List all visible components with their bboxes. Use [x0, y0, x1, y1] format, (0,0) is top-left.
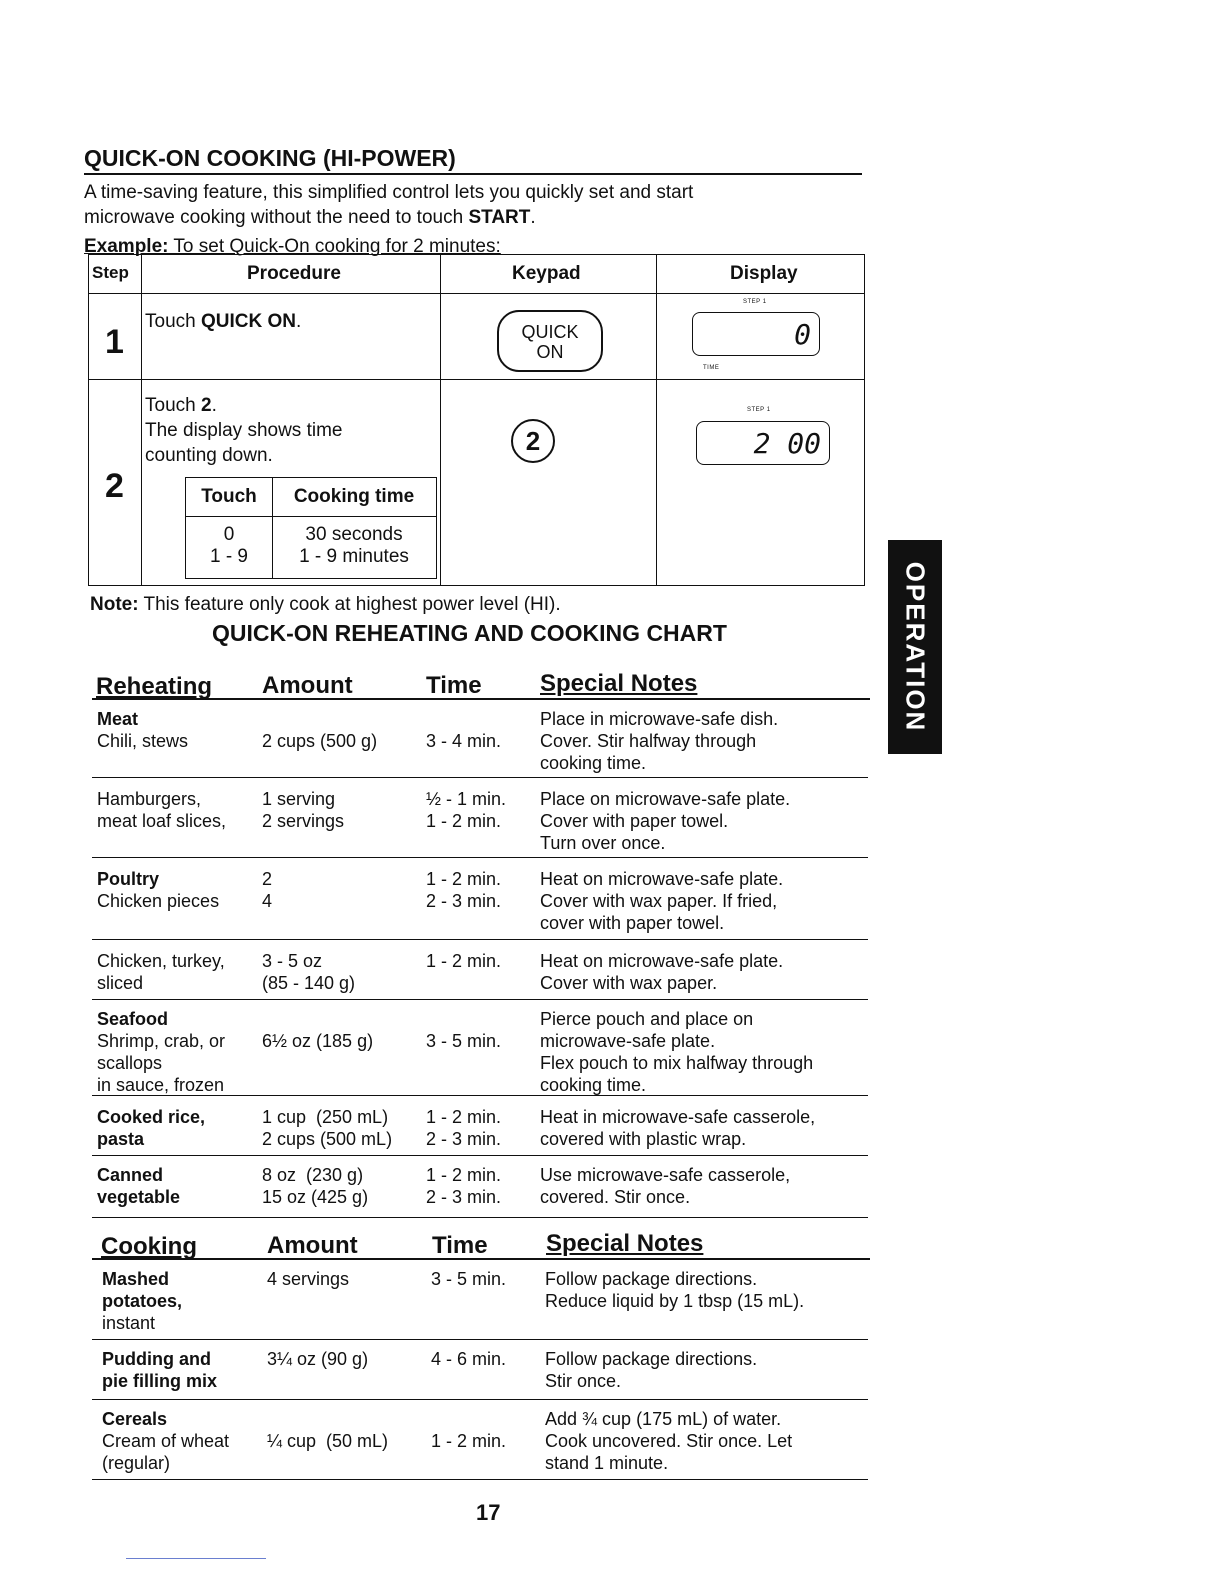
- row-rule: [92, 1217, 868, 1218]
- food-cell: [97, 788, 226, 832]
- step-2-procedure: [145, 393, 342, 468]
- steps-row-rule: [89, 379, 864, 380]
- display-1-step-label: STEP 1: [743, 299, 767, 305]
- steps-divider: [656, 255, 657, 585]
- time-cell: 4 - 6 min.: [431, 1349, 507, 1369]
- note-line: [90, 594, 561, 616]
- step-1-procedure: [145, 309, 301, 334]
- reheating-header-rule: [92, 698, 870, 700]
- mini-touch-1: 1 - 9: [209, 546, 249, 567]
- food-category: Cereals: [102, 1409, 168, 1429]
- chart-row: [92, 1268, 868, 1340]
- notes-cell: Heat on microwave-safe plate. Cover with wax paper.: [540, 951, 784, 993]
- time-cell: 1 - 2 min. 2 - 3 min.: [426, 1107, 502, 1149]
- food-name: instant: [102, 1313, 156, 1333]
- notes-cell: Follow package directions. Stir once.: [545, 1349, 758, 1391]
- steps-header-rule: [89, 293, 864, 294]
- step-2-line-3: counting down.: [145, 445, 273, 466]
- step-2-pre: Touch: [145, 395, 201, 416]
- display-2-lcd: 2 00: [696, 421, 830, 465]
- display-1-time-label: TIME: [703, 365, 720, 371]
- cooking-header-rule: [92, 1258, 870, 1260]
- header-display: Display: [730, 263, 798, 284]
- amount-cell: 8 oz (230 g) 15 oz (425 g): [262, 1165, 369, 1207]
- intro-paragraph: [84, 180, 844, 230]
- step-2-line-2: The display shows time: [145, 420, 343, 441]
- quick-on-key-line2: ON: [536, 342, 564, 362]
- mini-time-0: 30 seconds: [305, 524, 403, 545]
- food-cell: [102, 1348, 217, 1392]
- chart-row: [92, 868, 868, 940]
- header-procedure: Procedure: [247, 263, 341, 284]
- step-2-post: .: [211, 395, 217, 416]
- food-cell: [97, 1106, 205, 1150]
- food-name: Chicken, turkey, sliced: [97, 951, 225, 993]
- time-cell: 3 - 5 min.: [431, 1269, 507, 1289]
- quick-on-key-icon: [497, 310, 603, 372]
- cooking-header-time: Time: [432, 1232, 488, 1259]
- footer-rule: [126, 1558, 266, 1559]
- notes-cell: Heat in microwave-safe casserole, covered with plastic wrap.: [540, 1107, 816, 1149]
- amount-cell: 2 4: [262, 869, 273, 911]
- food-cell: [97, 950, 225, 994]
- cooking-chart: [92, 1230, 868, 1490]
- time-cell: ½ - 1 min. 1 - 2 min.: [426, 789, 507, 831]
- notes-cell: Place in microwave-safe dish. Cover. Stir halfway through cooking time.: [540, 709, 779, 773]
- example-label: Example:: [84, 236, 169, 257]
- chart-row: [92, 1008, 868, 1096]
- food-category: Pudding and pie filling mix: [102, 1349, 218, 1391]
- notes-cell: Place on microwave-safe plate. Cover with paper towel. Turn over once.: [540, 789, 791, 853]
- food-cell: [97, 708, 188, 752]
- food-name: Hamburgers, meat loaf slices,: [97, 789, 227, 831]
- step-1-pre: Touch: [145, 311, 201, 332]
- food-category: Canned vegetable: [97, 1165, 181, 1207]
- row-rule: [92, 857, 868, 858]
- reheating-header-notes: Special Notes: [540, 670, 698, 697]
- chart-row: [92, 950, 868, 1000]
- food-category: Cooked rice, pasta: [97, 1107, 206, 1149]
- amount-cell: 1 serving 2 servings: [262, 789, 345, 831]
- row-rule: [92, 777, 868, 778]
- intro-line-1: A time-saving feature, this simplified control lets you quickly set and start: [84, 182, 694, 203]
- cooking-header-notes: Special Notes: [546, 1230, 704, 1257]
- step-1-number: 1: [105, 323, 124, 361]
- food-name: Chicken pieces: [97, 891, 220, 911]
- food-cell: [102, 1408, 229, 1474]
- food-name: Cream of wheat (regular): [102, 1431, 230, 1473]
- chart-row: [92, 1408, 868, 1480]
- food-cell: [102, 1268, 182, 1334]
- chart-row: [92, 788, 868, 858]
- touch-time-table: [185, 477, 437, 579]
- food-cell: [97, 1008, 225, 1096]
- mini-touch-0: 0: [223, 524, 235, 545]
- step-2-key: 2: [200, 395, 212, 416]
- time-cell: 1 - 2 min. 2 - 3 min.: [426, 869, 502, 911]
- header-step: Step: [92, 263, 129, 282]
- food-category: Seafood: [97, 1009, 169, 1029]
- row-rule: [92, 1399, 868, 1400]
- mini-header-touch: Touch: [201, 486, 257, 507]
- chart-row: [92, 1348, 868, 1400]
- notes-cell: Use microwave-safe casserole, covered. Stir once.: [540, 1165, 791, 1207]
- notes-cell: Pierce pouch and place on microwave-safe plate. Flex pouch to mix halfway through cooking time.: [540, 1009, 814, 1095]
- food-cell: [97, 1164, 180, 1208]
- notes-cell: Add ¾ cup (175 mL) of water. Cook uncovered. Stir once. Let stand 1 minute.: [545, 1409, 793, 1473]
- step-2-number: 2: [105, 467, 124, 505]
- food-name: Chili, stews: [97, 731, 189, 751]
- food-cell: [97, 868, 219, 912]
- chart-row: [92, 708, 868, 778]
- chart-row: [92, 1164, 868, 1218]
- note-text: This feature only cook at highest power level (HI).: [138, 594, 561, 615]
- amount-cell: 1 cup (250 mL) 2 cups (500 mL): [262, 1107, 393, 1149]
- time-cell: 3 - 5 min.: [426, 1031, 502, 1051]
- mini-header-time: Cooking time: [293, 486, 415, 507]
- row-rule: [92, 1339, 868, 1340]
- notes-cell: Follow package directions. Reduce liquid by 1 tbsp (15 mL).: [545, 1269, 805, 1311]
- food-category: Mashed potatoes,: [102, 1269, 183, 1311]
- step-1-key: QUICK ON: [200, 311, 296, 332]
- page-number: 17: [476, 1500, 501, 1525]
- food-category: Meat: [97, 709, 139, 729]
- reheating-header-amount: Amount: [262, 672, 353, 699]
- food-name: Shrimp, crab, or scallops in sauce, frozen: [97, 1031, 226, 1095]
- food-category: Poultry: [97, 869, 160, 889]
- page-title: QUICK-ON COOKING (HI-POWER): [84, 144, 862, 175]
- row-rule: [92, 999, 868, 1000]
- cooking-header-food: Cooking: [101, 1233, 197, 1260]
- cooking-header-amount: Amount: [267, 1232, 358, 1259]
- note-label: Note:: [90, 594, 139, 615]
- steps-table: [88, 254, 865, 586]
- row-rule: [92, 939, 868, 940]
- start-keyword: START: [468, 207, 531, 228]
- amount-cell: 2 cups (500 g): [262, 731, 378, 751]
- time-cell: 3 - 4 min.: [426, 731, 502, 751]
- intro-line-2-end: .: [530, 207, 536, 228]
- steps-divider: [141, 255, 142, 585]
- intro-line-2: microwave cooking without the need to touch: [84, 207, 469, 228]
- amount-cell: 3 - 5 oz (85 - 140 g): [262, 951, 356, 993]
- notes-cell: Heat on microwave-safe plate. Cover with wax paper. If fried, cover with paper towel.: [540, 869, 784, 933]
- time-cell: 1 - 2 min.: [431, 1431, 507, 1451]
- display-2-step-label: STEP 1: [747, 407, 771, 413]
- reheating-chart: [92, 670, 868, 1220]
- row-rule: [92, 1095, 868, 1096]
- amount-cell: 3¼ oz (90 g): [267, 1349, 369, 1369]
- time-cell: 1 - 2 min. 2 - 3 min.: [426, 1165, 502, 1207]
- header-keypad: Keypad: [512, 263, 581, 284]
- row-rule: [92, 1155, 868, 1156]
- steps-divider: [440, 255, 441, 585]
- example-text: To set Quick-On cooking for 2 minutes:: [168, 236, 501, 257]
- reheating-header-food: Reheating: [96, 673, 213, 700]
- mini-time-1: 1 - 9 minutes: [299, 546, 409, 567]
- amount-cell: 4 servings: [267, 1269, 350, 1289]
- row-rule: [92, 1479, 868, 1480]
- quick-on-key-line1: QUICK: [521, 322, 579, 342]
- step-1-post: .: [295, 311, 302, 332]
- mini-header-rule: [186, 516, 436, 517]
- amount-cell: 6½ oz (185 g): [262, 1031, 374, 1051]
- time-cell: 1 - 2 min.: [426, 951, 502, 971]
- operation-side-tab: [888, 540, 942, 754]
- amount-cell: ¼ cup (50 mL): [267, 1431, 389, 1451]
- reheating-header-time: Time: [426, 672, 482, 699]
- number-2-key-icon: 2: [511, 419, 555, 463]
- chart-row: [92, 1106, 868, 1156]
- display-1-lcd: 0: [692, 312, 820, 356]
- side-tab-label: OPERATION: [900, 561, 931, 733]
- chart-title: QUICK-ON REHEATING AND COOKING CHART: [212, 620, 727, 646]
